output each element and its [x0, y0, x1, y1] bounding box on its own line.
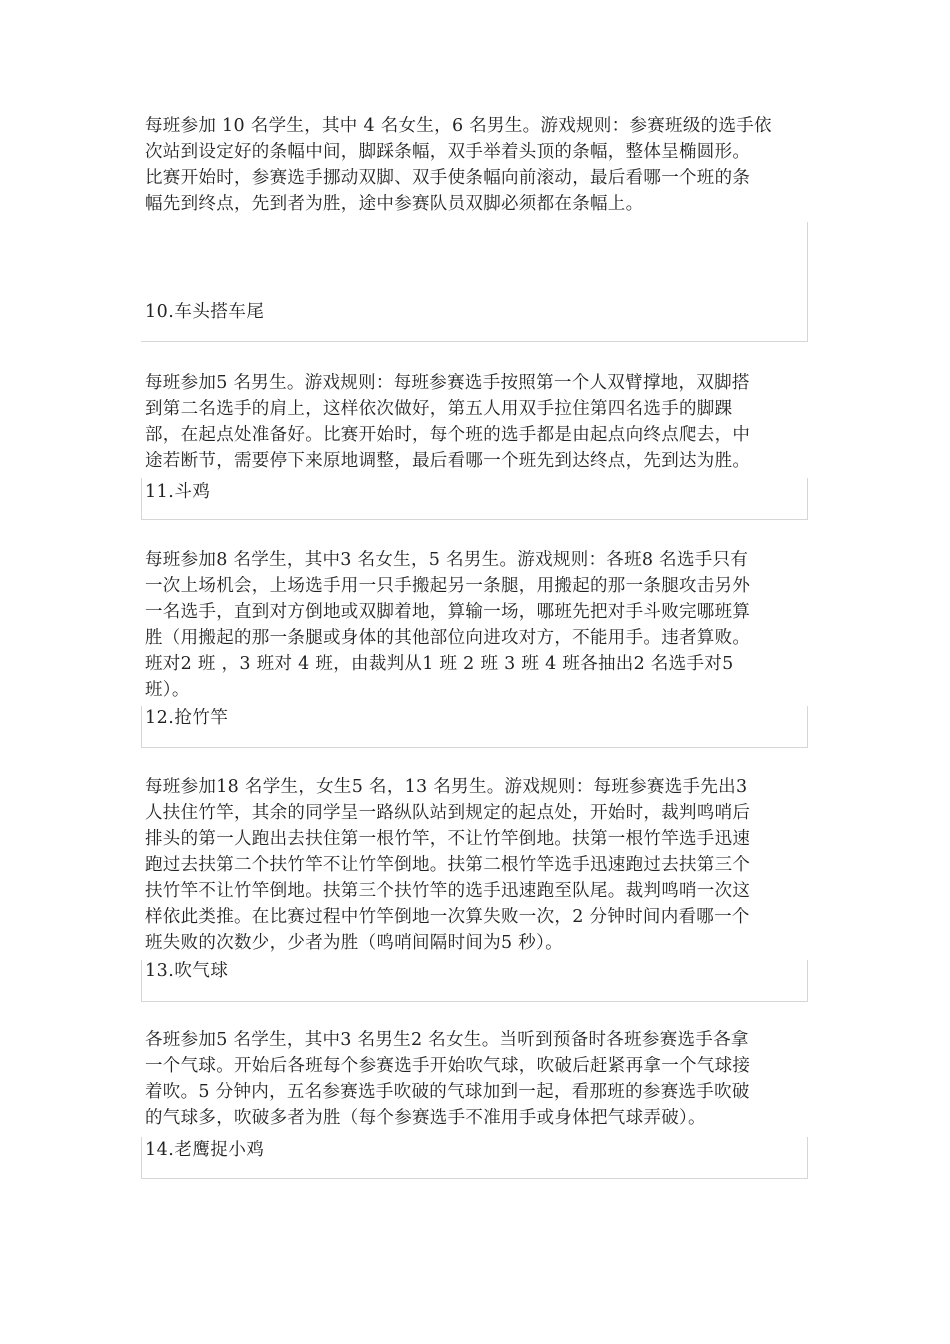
section-heading: 12.抢竹竿	[145, 708, 229, 728]
text-line: 到第二名选手的肩上，这样依次做好，第五人用双手拉住第四名选手的脚踝	[145, 399, 733, 419]
heading-box	[141, 706, 808, 748]
rule-paragraph	[145, 113, 845, 217]
section-heading: 11.斗鸡	[145, 482, 211, 502]
text-line: 每班参加 10 名学生，其中 4 名女生，6 名男生。游戏规则：参赛班级的选手依	[145, 116, 772, 136]
text-line: 一个气球。开始后各班每个参赛选手开始吹气球，吹破后赶紧再拿一个气球接	[145, 1056, 751, 1076]
text-line: 途若断节，需要停下来原地调整，最后看哪一个班先到达终点，先到达为胜。	[145, 451, 751, 471]
text-line: 排头的第一人跑出去扶住第一根竹竿，不让竹竿倒地。扶第一根竹竿选手迅速	[145, 829, 751, 849]
text-line: 样依此类推。在比赛过程中竹竿倒地一次算失败一次，2 分钟时间内看哪一个	[145, 907, 750, 927]
rule-paragraph	[145, 1027, 845, 1131]
text-line: 一次上场机会，上场选手用一只手搬起另一条腿，用搬起的那一条腿攻击另外	[145, 576, 751, 596]
text-line: 每班参加5 名男生。游戏规则：每班参赛选手按照第一个人双臂撑地，双脚搭	[145, 373, 750, 393]
section-heading: 10.车头搭车尾	[145, 302, 265, 322]
text-line: 次站到设定好的条幅中间，脚踩条幅，双手举着头顶的条幅，整体呈椭圆形。	[145, 142, 751, 162]
rule-paragraph	[145, 547, 845, 703]
section-heading: 14.老鹰捉小鸡	[145, 1140, 265, 1160]
text-line: 各班参加5 名学生，其中3 名男生2 名女生。当听到预备时各班参赛选手各拿	[145, 1030, 749, 1050]
text-line: 每班参加18 名学生，女生5 名，13 名男生。游戏规则：每班参赛选手先出3	[145, 777, 748, 797]
text-line: 班）。	[145, 680, 190, 700]
text-line: 的气球多，吹破多者为胜（每个参赛选手不准用手或身体把气球弄破）。	[145, 1108, 706, 1128]
text-line: 扶竹竿不让竹竿倒地。扶第三个扶竹竿的选手迅速跑至队尾。裁判鸣哨一次这	[145, 881, 751, 901]
heading-box	[141, 478, 808, 520]
text-line: 幅先到终点，先到者为胜，途中参赛队员双脚必须都在条幅上。	[145, 194, 644, 214]
text-line: 每班参加8 名学生，其中3 名女生，5 名男生。游戏规则：各班8 名选手只有	[145, 550, 749, 570]
text-line: 胜（用搬起的那一条腿或身体的其他部位向进攻对方，不能用手。违者算败。	[145, 628, 751, 648]
text-line: 跑过去扶第二个扶竹竿不让竹竿倒地。扶第二根竹竿选手迅速跑过去扶第三个	[145, 855, 751, 875]
text-line: 人扶住竹竿，其余的同学呈一路纵队站到规定的起点处，开始时，裁判鸣哨后	[145, 803, 751, 823]
text-line: 着吹。5 分钟内，五名参赛选手吹破的气球加到一起，看那班的参赛选手吹破	[145, 1082, 750, 1102]
text-line: 部，在起点处准备好。比赛开始时，每个班的选手都是由起点向终点爬去，中	[145, 425, 751, 445]
text-line: 一名选手，直到对方倒地或双脚着地，算输一场，哪班先把对手斗败完哪班算	[145, 602, 751, 622]
rule-paragraph	[145, 774, 845, 956]
text-line: 班失败的次数少，少者为胜（鸣哨间隔时间为5 秒）。	[145, 933, 563, 953]
heading-box	[141, 960, 808, 1002]
text-line: 比赛开始时，参赛选手挪动双脚、双手使条幅向前滚动，最后看哪一个班的条	[145, 168, 751, 188]
rule-paragraph	[145, 370, 845, 474]
text-line: 班对2 班 ，3 班对 4 班，由裁判从1 班 2 班 3 班 4 班各抽出2 名选手对5	[145, 654, 734, 674]
section-heading: 13.吹气球	[145, 961, 229, 981]
